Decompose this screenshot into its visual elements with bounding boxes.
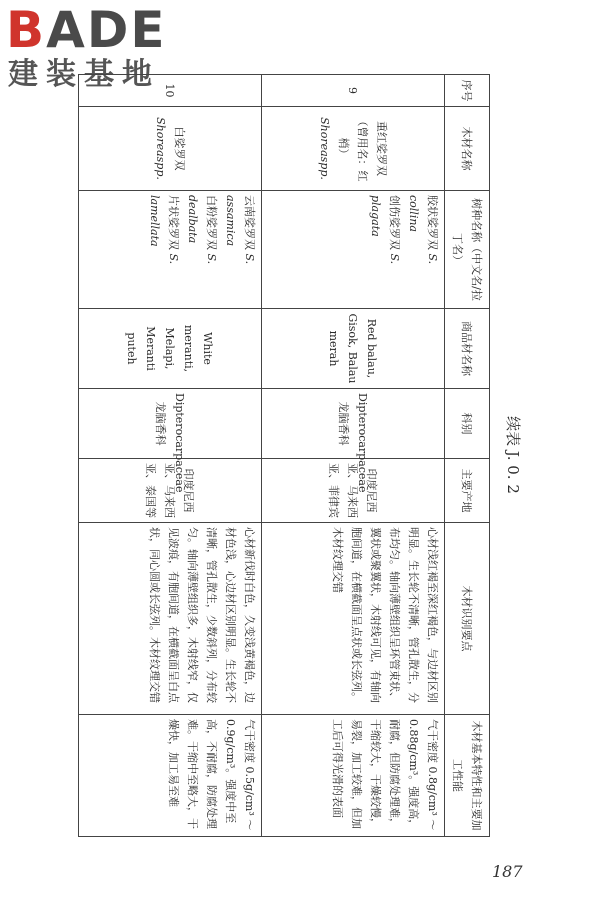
header-trade-name: 商品材名称: [445, 309, 490, 389]
header-identification: 木材识别要点: [445, 523, 490, 715]
cell-origin: 印度尼西亚、马来西亚、菲律宾: [262, 459, 445, 523]
header-properties: 木材基本特性和主要加工性能: [445, 715, 490, 837]
header-origin: 主要产地: [445, 459, 490, 523]
page-number: 187: [492, 862, 523, 881]
cell-trade-name: White meranti, Melapi, Meranti puteh: [79, 309, 262, 389]
cell-no: 10: [79, 75, 262, 107]
wood-species-table: [78, 74, 490, 837]
cell-species: 胶状娑罗双 S. collina 创伤娑罗双 S. plagata: [262, 191, 445, 309]
cell-properties: 气干密度 0.8g/cm³ ～ 0.88g/cm³。强度高，耐腐，但防腐处理难，干缩较大，干燥较慢，易裂，加工较难，但加工后可得光滑的表面: [262, 715, 445, 837]
cell-no: 9: [262, 75, 445, 107]
rotated-page: [70, 70, 530, 840]
cell-identification: 心材新伐时白色，久变浅黄褐色，边材色浅，心边材区别明显。生长轮不清晰，管孔散生，少数斜列，分布较匀。轴向薄壁组织多，木射线窄，仅见波痕，有胞间道，在横截面呈白点状，同心圆或长弦列。木材纹理交错: [79, 523, 262, 715]
table-row: [262, 75, 445, 837]
logo-subtitle: 建装基地: [8, 57, 160, 92]
cell-properties: 气干密度 0.5g/cm³ ～ 0.9g/cm³。强度中至高，不耐腐，防腐处理难。干缩中至略大，干燥快，加工易至难: [79, 715, 262, 837]
header-wood-name: 木材名称: [445, 107, 490, 191]
header-no: 序号: [445, 75, 490, 107]
table-caption: 续表 J. 0. 2: [504, 416, 522, 494]
cell-wood-name: 白娑罗双 Shoreaspp.: [79, 107, 262, 191]
logo-wordmark: BADE: [6, 1, 167, 59]
cell-family: Dipterocarpaceae 龙脑香科: [79, 389, 262, 459]
table-row: [79, 75, 262, 837]
table-header-row: [445, 75, 490, 837]
header-species-name: 树种名称（中文名/拉丁名）: [445, 191, 490, 309]
header-family: 科别: [445, 389, 490, 459]
cell-identification: 心材浅红褐至深红褐色，与边材区别明显。生长轮不清晰，管孔散生，分布均匀。轴向薄壁组织呈环管束状、翼状或聚翼状，木射线可见，有轴向胞间道，在横截面呈点状或长弦列。木材纹理交错: [262, 523, 445, 715]
cell-origin: 印度尼西亚、马来西亚、泰国等: [79, 459, 262, 523]
cell-species: 云南娑罗双 S. assamica 白粉娑罗双 S. dealbata 片状娑罗双 S. lamellata: [79, 191, 262, 309]
cell-family: Dipterocarpaceae 龙脑香科: [262, 389, 445, 459]
cell-trade-name: Red balau, Gisok, Balau merah: [262, 309, 445, 389]
cell-wood-name: 重红娑罗双（曾用名：红梢） Shoreaspp.: [262, 107, 445, 191]
